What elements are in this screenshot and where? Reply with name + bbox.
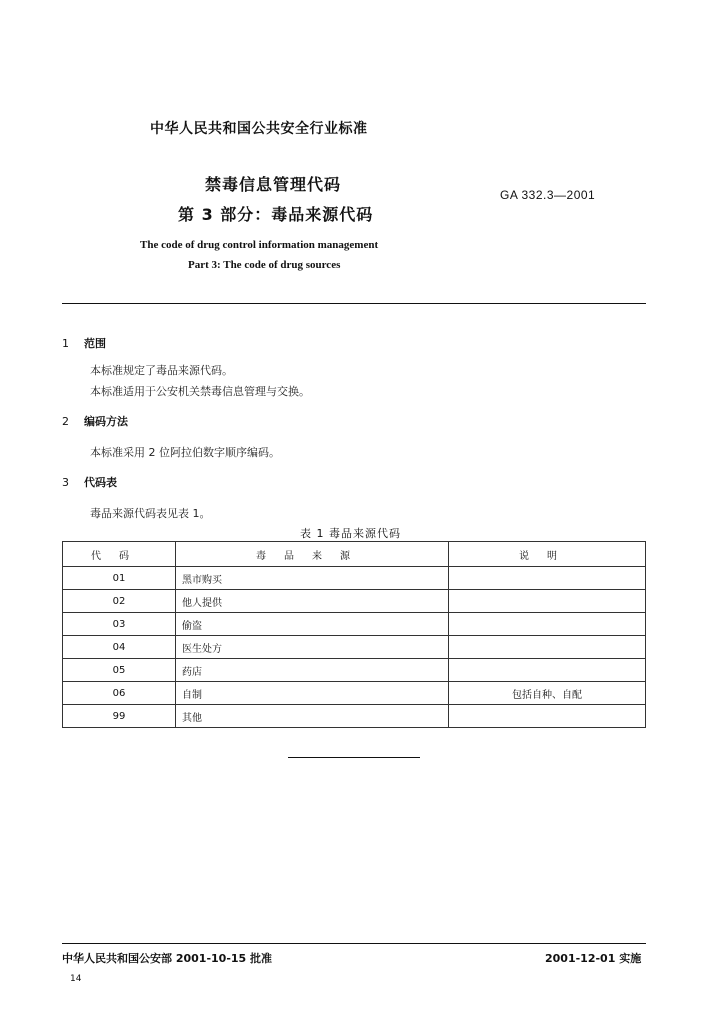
source-cell: 其他 <box>176 705 449 728</box>
column-header-note: 说明 <box>449 542 646 567</box>
drug-source-code-table <box>62 541 646 728</box>
note-cell <box>449 567 646 590</box>
section-number: 2 <box>62 415 69 428</box>
code-cell: 05 <box>63 659 176 682</box>
code-cell: 01 <box>63 567 176 590</box>
table-row <box>63 613 646 636</box>
implementation-date: 2001-12-01 实施 <box>545 952 642 965</box>
source-cell: 医生处方 <box>176 636 449 659</box>
standard-category-header: 中华人民共和国公共安全行业标准 <box>150 121 368 137</box>
document-title-cn: 禁毒信息管理代码 <box>205 175 342 194</box>
table-row <box>63 682 646 705</box>
section-title: 编码方法 <box>84 415 128 428</box>
note-cell <box>449 636 646 659</box>
note-cell <box>449 705 646 728</box>
table-row <box>63 567 646 590</box>
document-subtitle-en: Part 3: The code of drug sources <box>188 259 341 271</box>
title-divider <box>62 303 646 304</box>
section-1-heading <box>62 335 106 351</box>
table-row <box>63 636 646 659</box>
code-cell: 02 <box>63 590 176 613</box>
section-1-paragraph-1: 本标准规定了毒品来源代码。 <box>90 364 233 377</box>
source-cell: 药店 <box>176 659 449 682</box>
document-subtitle-cn: 第 3 部分：毒品来源代码 <box>178 205 374 224</box>
note-cell: 包括自种、自配 <box>449 682 646 705</box>
code-cell: 03 <box>63 613 176 636</box>
table-row <box>63 659 646 682</box>
source-cell: 自制 <box>176 682 449 705</box>
standard-number: GA 332.3—2001 <box>500 188 596 202</box>
code-cell: 04 <box>63 636 176 659</box>
end-of-text-rule <box>288 757 420 758</box>
table-row <box>63 705 646 728</box>
note-cell <box>449 659 646 682</box>
table-row <box>63 590 646 613</box>
section-title: 范围 <box>84 337 106 350</box>
column-header-source: 毒品来源 <box>176 542 449 567</box>
column-header-code: 代码 <box>63 542 176 567</box>
section-number: 3 <box>62 476 69 489</box>
page-number: 14 <box>70 974 82 984</box>
section-1-paragraph-2: 本标准适用于公安机关禁毒信息管理与交换。 <box>90 385 310 398</box>
section-title: 代码表 <box>84 476 117 489</box>
note-cell <box>449 590 646 613</box>
section-2-heading <box>62 413 128 429</box>
section-number: 1 <box>62 337 69 350</box>
source-cell: 他人提供 <box>176 590 449 613</box>
section-3-paragraph-1: 毒品来源代码表见表 1。 <box>90 507 211 520</box>
table-header-row <box>63 542 646 567</box>
note-cell <box>449 613 646 636</box>
source-cell: 黑市购买 <box>176 567 449 590</box>
approval-info: 中华人民共和国公安部 2001-10-15 批准 <box>62 952 273 965</box>
section-3-heading <box>62 474 117 490</box>
footer-divider <box>62 943 646 944</box>
table-caption: 表 1 毒品来源代码 <box>300 527 401 540</box>
section-2-paragraph-1: 本标准采用 2 位阿拉伯数字顺序编码。 <box>90 446 280 459</box>
code-cell: 06 <box>63 682 176 705</box>
source-cell: 偷盗 <box>176 613 449 636</box>
code-cell: 99 <box>63 705 176 728</box>
document-title-en: The code of drug control information management <box>140 239 379 251</box>
